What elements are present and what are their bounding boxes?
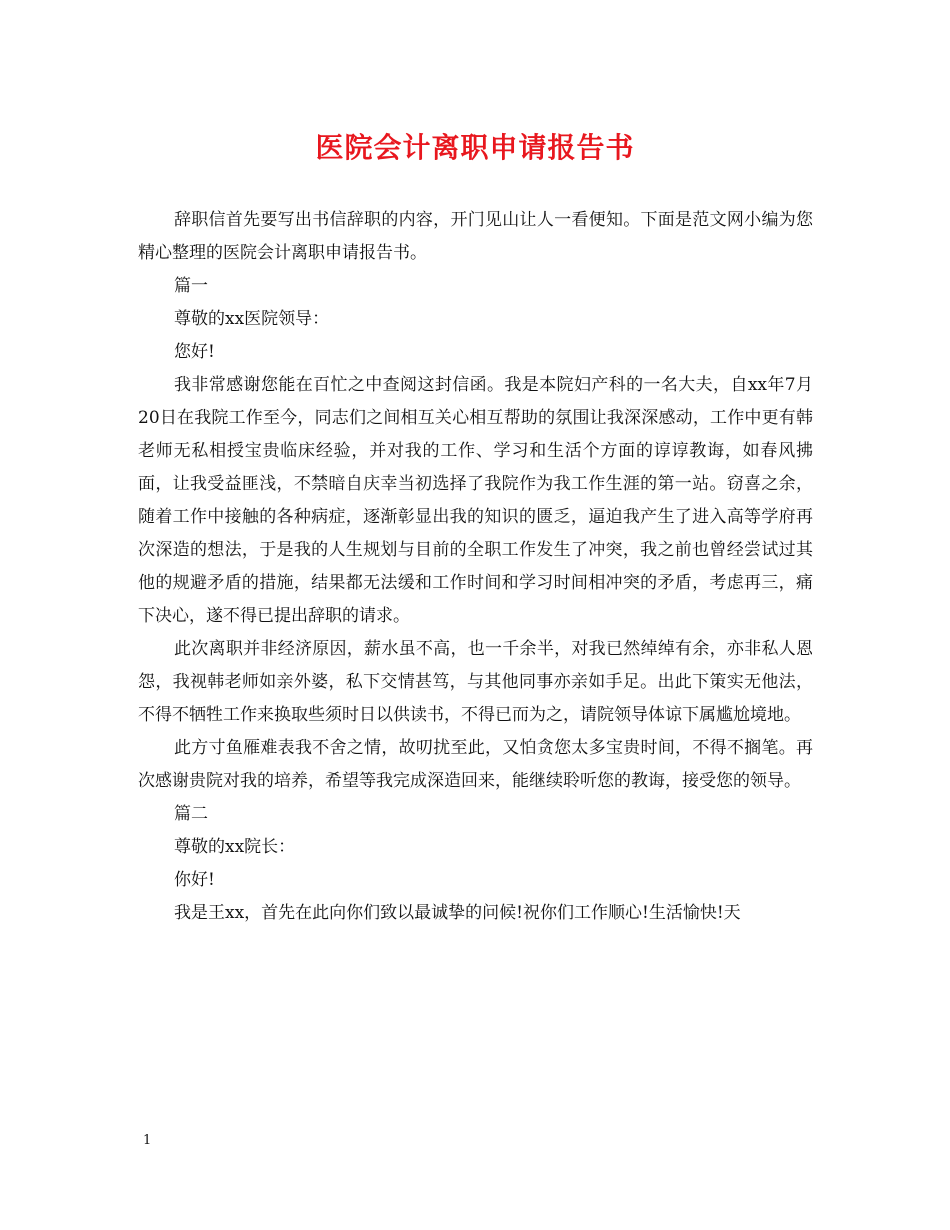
salutation-2: 尊敬的xx院长： — [174, 837, 296, 857]
paragraph-body-3: 此方寸鱼雁难表我不舍之情，故叨扰至此，又怕贪您太多宝贵时间，不得不搁笔。再次感谢贵院对我的培养，希望等我完成深造回来，能继续聆听您的教诲，接受您的领导。 — [138, 738, 813, 791]
document-body — [138, 204, 813, 930]
salutation-1: 尊敬的xx医院领导： — [174, 309, 330, 329]
greeting-1: 您好! — [174, 342, 215, 362]
paragraph-intro: 辞职信首先要写出书信辞职的内容，开门见山让人一看便知。下面是范文网小编为您精心整理的医院会计离职申请报告书。 — [138, 210, 813, 263]
paragraph-body-4: 我是王xx，首先在此向你们致以最诚挚的问候!祝你们工作顺心!生活愉快!天 — [174, 903, 741, 923]
section-heading-1: 篇一 — [174, 276, 208, 296]
section-heading-2: 篇二 — [174, 804, 208, 824]
page-number: 1 — [143, 1133, 152, 1148]
greeting-2: 你好! — [174, 870, 215, 890]
document-title: 医院会计离职申请报告书 — [315, 131, 635, 164]
paragraph-body-2: 此次离职并非经济原因，薪水虽不高，也一千余半，对我已然绰绰有余，亦非私人恩怨，我视韩老师如亲外婆，私下交情甚笃，与其他同事亦亲如手足。出此下策实无他法，不得不牺牲工作来换取些须时日以供读书，不得已而为之，请院领导体谅下属尴尬境地。 — [138, 639, 813, 725]
paragraph-body-1: 我非常感谢您能在百忙之中查阅这封信函。我是本院妇产科的一名大夫，自xx年7月20日在我院工作至今，同志们之间相互关心相互帮助的氛围让我深深感动，工作中更有韩老师无私相授宝贵临床经验，并对我的工作、学习和生活个方面的谆谆教诲，如春风拂面，让我受益匪浅，不禁暗自庆幸当初选择了我院作为我工作生涯的第一站。窃喜之余，随着工作中接触的各种病症，逐渐彰显出我的知识的匮乏，逼迫我产生了进入高等学府再次深造的想法，于是我的人生规划与目前的全职工作发生了冲突，我之前也曾经尝试过其他的规避矛盾的措施，结果都无法缓和工作时间和学习时间相冲突的矛盾，考虑再三，痛下决心，遂不得已提出辞职的请求。 — [138, 375, 813, 626]
